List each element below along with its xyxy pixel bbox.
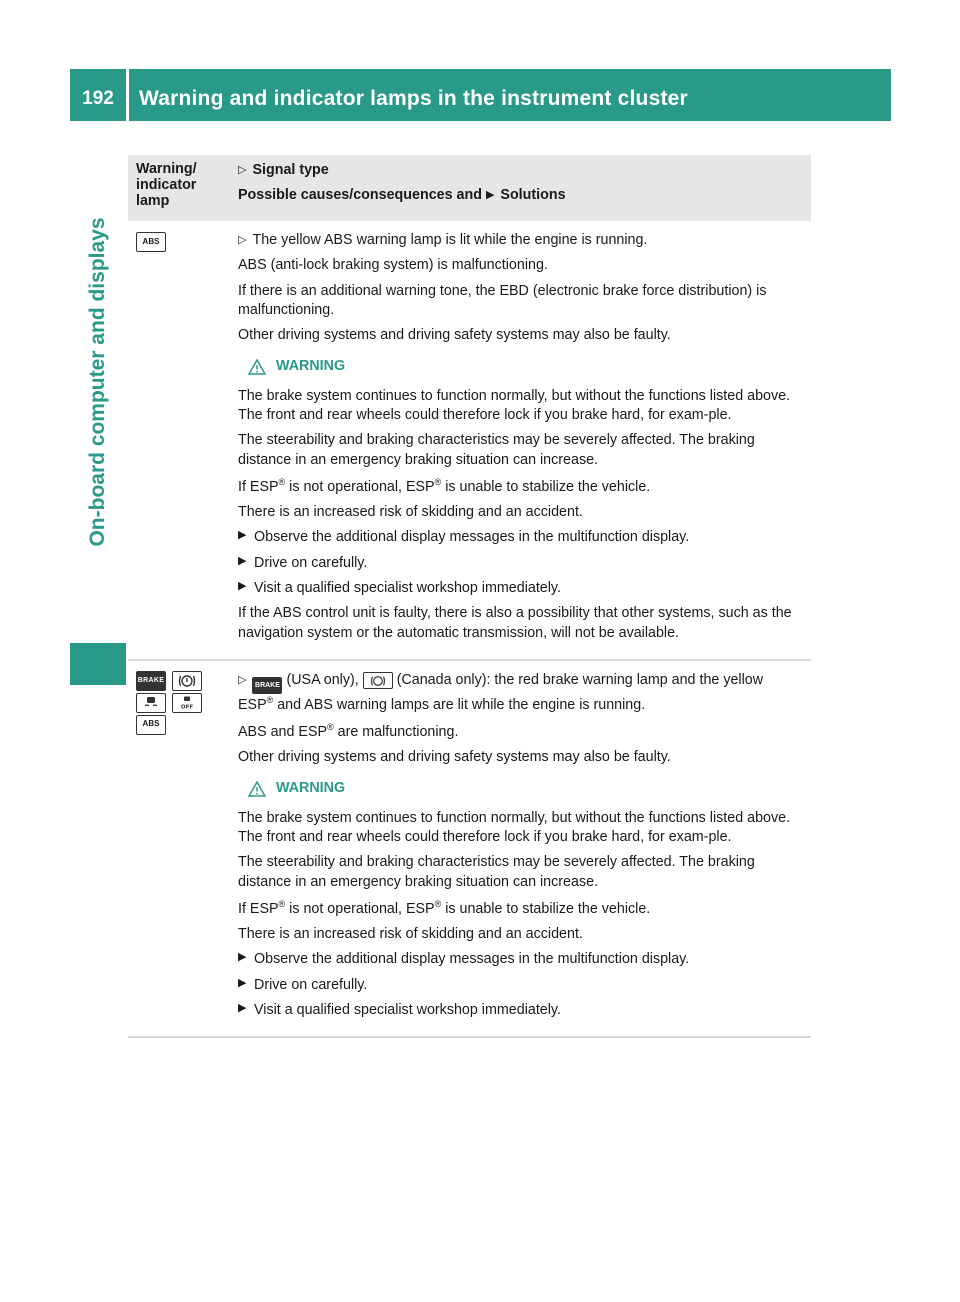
warning-paragraph: The brake system continues to function normally, but without the functions listed above. The front and rear wheels could therefore lock if you brake hard, for exam-ple. [238,387,791,424]
warning-triangle-icon [248,359,266,375]
solution-step: ▶ Drive on carefully. [238,976,801,995]
solution-step: ▶ Observe the additional display messages in the multifunction display. [238,528,801,547]
warning-paragraph: There is an increased risk of skidding and an accident. [238,504,583,521]
side-tab-marker [70,643,126,685]
warning-paragraph: If ESP® is not operational, ESP® is unable to stabilize the vehicle. [238,898,651,917]
table-row [128,221,811,661]
signal-arrow-icon: ▷ [238,673,247,686]
lamp-cell [128,221,228,659]
lamp-group [136,671,220,735]
svg-text:OFF: OFF [180,704,194,710]
solution-arrow-icon: ▶ [238,976,247,989]
abs-lamp-icon: ABS [136,715,166,735]
solution-arrow-icon: ▶ [238,579,247,592]
table-row [128,661,811,1038]
warning-text [238,387,801,523]
warning-paragraph: The steerability and braking characteristics may be severely affected. The braking distance in an emergency braking situation can increase. [238,854,755,890]
solution-arrow-icon: ▶ [485,189,495,202]
brake-circle-lamp-icon [363,672,393,689]
signal-text: The yellow ABS warning lamp is lit while the engine is running. [252,232,648,248]
warning-label: WARNING [276,780,346,797]
column-header-solutions: Solutions [500,187,566,204]
cause-text: Other driving systems and driving safety systems may also be faulty. [238,749,671,766]
brake-lamp-icon: BRAKE [136,671,166,691]
warning-heading [248,357,801,376]
solution-step: ▶ Visit a qualified specialist workshop immediately. [238,1001,801,1020]
warning-paragraph: If ESP® is not operational, ESP® is unable to stabilize the vehicle. [238,476,651,495]
solution-step: ▶ Drive on carefully. [238,554,801,573]
cause-text: ABS (anti-lock braking system) is malfunctioning. [238,257,548,274]
signal-arrow-icon: ▷ [238,164,247,176]
brake-lamp-icon: BRAKE [252,677,282,694]
page-title: Warning and indicator lamps in the instrument cluster [129,69,891,121]
solution-arrow-icon: ▶ [238,529,247,542]
column-header-causes: Possible causes/consequences and [238,187,482,204]
table-header [128,155,811,221]
esp-off-lamp-icon [172,693,202,713]
page-header [70,69,891,121]
page-number: 192 [70,69,126,121]
solution-arrow-icon: ▶ [238,554,247,567]
side-tab-label: On-board computer and displays [86,217,109,547]
warning-paragraph: The steerability and braking characteristics may be severely affected. The braking distance in an emergency braking situation can increase. [238,432,755,468]
side-tab [70,124,126,640]
esp-skid-lamp-icon [136,693,166,713]
warning-triangle-icon [248,781,266,797]
lamp-cell [128,661,228,1036]
solution-step: ▶ Observe the additional display messages in the multifunction display. [238,950,801,969]
warning-paragraph: There is an increased risk of skidding and an accident. [238,926,583,942]
warning-heading [248,779,801,798]
solution-arrow-icon: ▶ [238,951,247,964]
cause-text: If there is an additional warning tone, the EBD (electronic brake force distribution) is malfunctioning. [238,282,767,318]
abs-lamp-icon: ABS [136,232,166,252]
column-header-lamp: Warning/ indicator lamp [136,161,197,209]
cause-text: Other driving systems and driving safety systems may also be faulty. [238,327,671,344]
cause-text: If the ABS control unit is faulty, there is also a possibility that other systems, such as the navigation system or the automatic transmission, will not be available. [238,605,792,641]
warning-lamp-table [128,155,811,1038]
brake-circle-lamp-icon [172,671,202,691]
signal-text: ▷ BRAKE (USA only), (Canada only): the red brake warning lamp and the yellow ESP® and ABS warning lamps are lit while the engine is running. [238,671,764,713]
column-header-info [228,155,811,221]
info-cell [228,221,811,659]
solution-arrow-icon: ▶ [238,1001,247,1014]
warning-text [238,809,801,945]
cause-text: ABS and ESP® are malfunctioning. [238,722,459,740]
warning-label: WARNING [276,358,346,375]
signal-arrow-icon: ▷ [238,234,247,246]
solution-step: ▶ Visit a qualified specialist workshop immediately. [238,579,801,598]
info-cell [228,661,811,1036]
column-header-signal: Signal type [252,162,329,178]
warning-paragraph: The brake system continues to function normally, but without the functions listed above. The front and rear wheels could therefore lock if you brake hard, for exam-ple. [238,809,791,846]
